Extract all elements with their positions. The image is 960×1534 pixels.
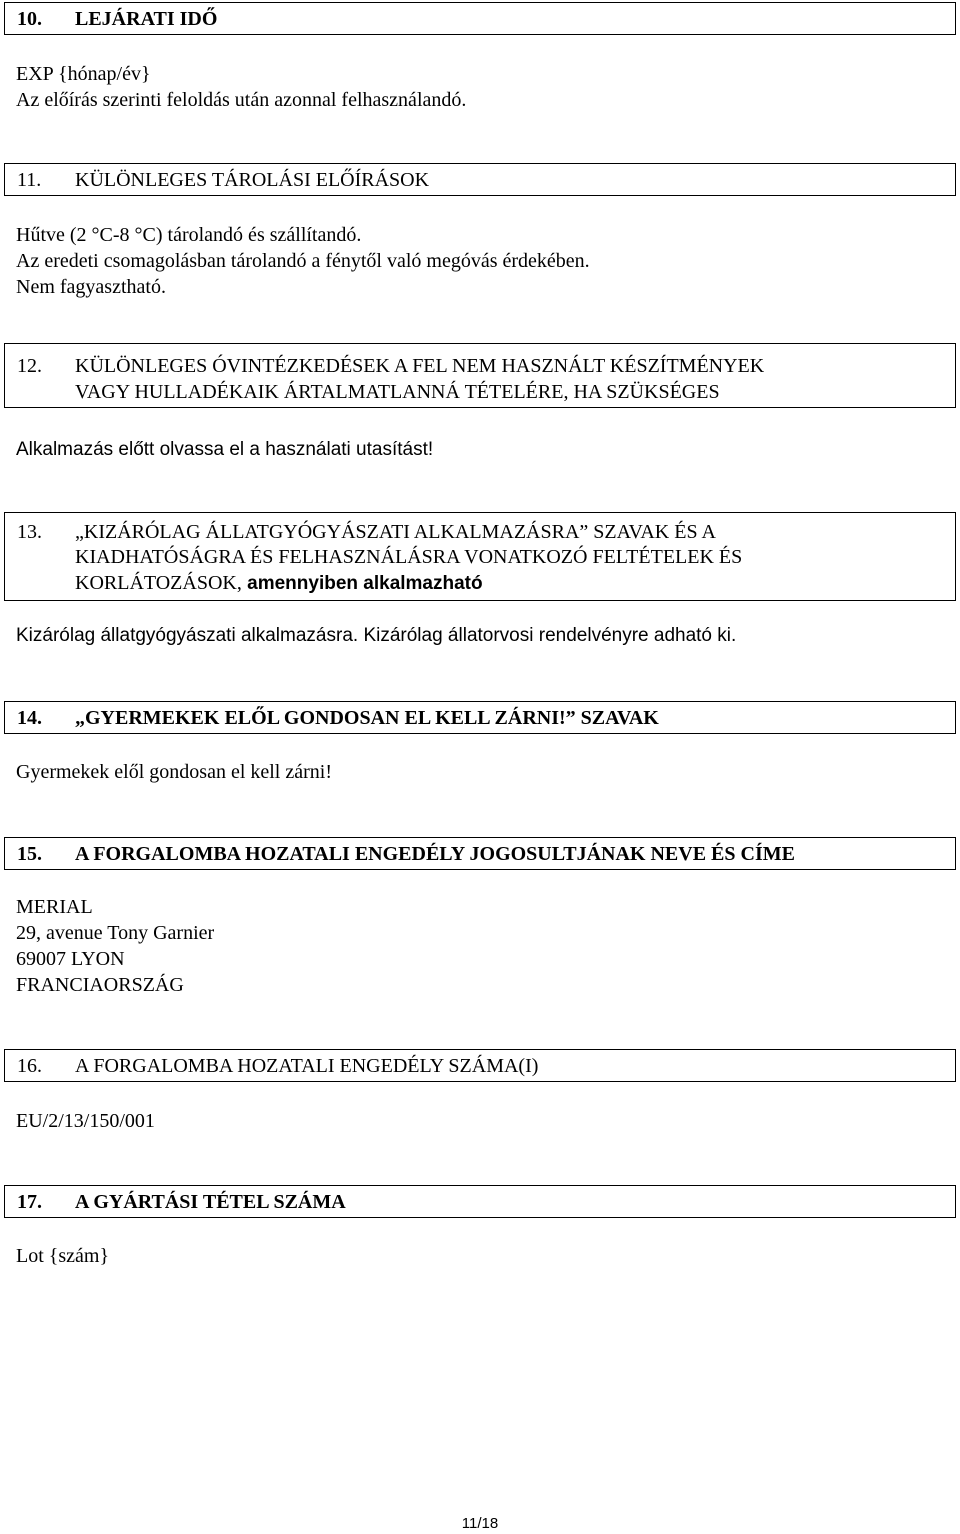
body-line: Az előírás szerinti feloldás után azonnal felhasználandó. bbox=[16, 89, 467, 111]
body-line: Nem fagyasztható. bbox=[16, 276, 166, 298]
section-title-bold: KORLÁTOZÁSOK, bbox=[75, 572, 242, 594]
section-number: 12. bbox=[17, 355, 42, 377]
section-title: LEJÁRATI IDŐ bbox=[75, 8, 218, 30]
section-number: 16. bbox=[17, 1055, 42, 1077]
section-title-line: KIADHATÓSÁGRA ÉS FELHASZNÁLÁSRA VONATKOZÓ FELTÉTELEK ÉS bbox=[75, 546, 743, 568]
section-12-header bbox=[4, 343, 956, 408]
section-title-note: amennyiben alkalmazható bbox=[241, 573, 483, 594]
body-line: 69007 LYON bbox=[16, 948, 125, 970]
body-line: Gyermekek elől gondosan el kell zárni! bbox=[16, 761, 332, 783]
section-title: „GYERMEKEK ELŐL GONDOSAN EL KELL ZÁRNI!” SZAVAK bbox=[75, 707, 659, 729]
body-line: Lot {szám} bbox=[16, 1245, 110, 1267]
body-line: FRANCIAORSZÁG bbox=[16, 974, 184, 996]
body-line: EU/2/13/150/001 bbox=[16, 1110, 155, 1132]
body-line: 29, avenue Tony Garnier bbox=[16, 922, 215, 944]
section-15-header bbox=[4, 837, 956, 870]
section-title: KÜLÖNLEGES TÁROLÁSI ELŐÍRÁSOK bbox=[75, 169, 430, 191]
body-line: Az eredeti csomagolásban tárolandó a fénytől való megóvás érdekében. bbox=[16, 250, 590, 272]
page-number: 11/18 bbox=[461, 1515, 499, 1532]
section-number: 10. bbox=[17, 8, 42, 30]
section-number: 17. bbox=[17, 1191, 42, 1213]
section-number: 15. bbox=[17, 843, 42, 865]
section-13-header bbox=[4, 512, 956, 601]
section-10-header bbox=[4, 2, 956, 35]
section-14-header bbox=[4, 701, 956, 734]
body-line: Alkalmazás előtt olvassa el a használati utasítást! bbox=[16, 439, 434, 460]
body-line: Kizárólag állatgyógyászati alkalmazásra. Kizárólag állatorvosi rendelvényre adható ki. bbox=[16, 625, 737, 646]
body-line: MERIAL bbox=[16, 896, 93, 918]
body-line: EXP {hónap/év} bbox=[16, 63, 151, 85]
section-17-header bbox=[4, 1185, 956, 1218]
section-number: 14. bbox=[17, 707, 42, 729]
section-number: 11. bbox=[17, 169, 42, 191]
section-title: A GYÁRTÁSI TÉTEL SZÁMA bbox=[75, 1191, 346, 1213]
section-title-line: VAGY HULLADÉKAIK ÁRTALMATLANNÁ TÉTELÉRE, HA SZÜKSÉGES bbox=[75, 381, 720, 403]
section-16-header bbox=[4, 1049, 956, 1082]
section-title-line bbox=[75, 570, 483, 597]
section-11-header bbox=[4, 163, 956, 196]
section-title-line: KÜLÖNLEGES ÓVINTÉZKEDÉSEK A FEL NEM HASZNÁLT KÉSZÍTMÉNYEK bbox=[75, 355, 765, 377]
section-title: A FORGALOMBA HOZATALI ENGEDÉLY JOGOSULTJÁNAK NEVE ÉS CÍME bbox=[75, 843, 795, 865]
section-title-line: „KIZÁRÓLAG ÁLLATGYÓGYÁSZATI ALKALMAZÁSRA” SZAVAK ÉS A bbox=[75, 521, 716, 543]
section-title: A FORGALOMBA HOZATALI ENGEDÉLY SZÁMA(I) bbox=[75, 1055, 539, 1077]
body-line: Hűtve (2 °C-8 °C) tárolandó és szállítandó. bbox=[16, 224, 362, 246]
section-number: 13. bbox=[17, 521, 42, 543]
